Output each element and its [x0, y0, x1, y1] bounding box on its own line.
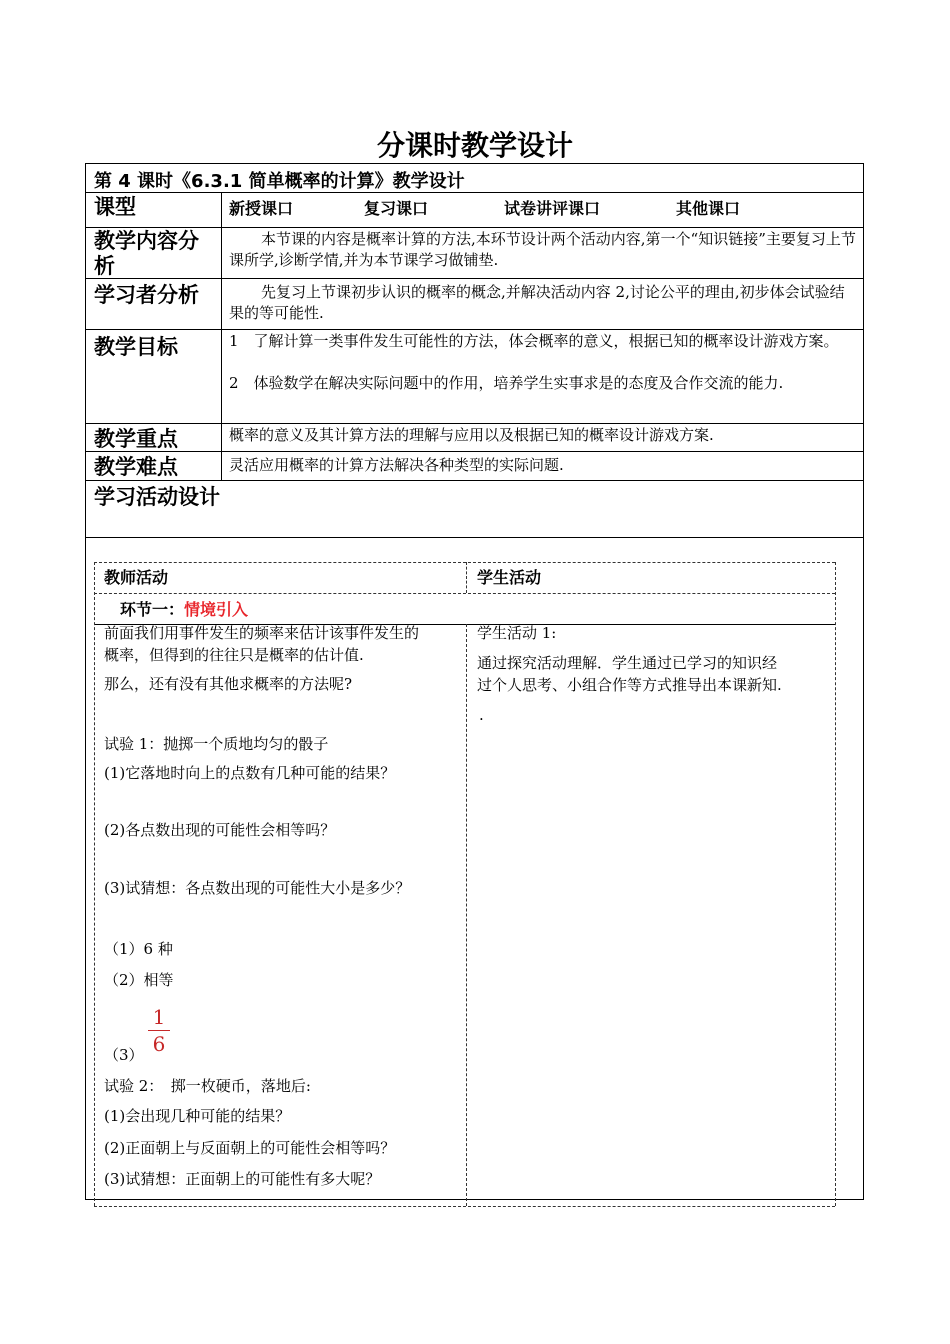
- activity-table-divider: [466, 624, 467, 1206]
- student-activity-header: 学生活动: [477, 568, 542, 587]
- activity-table-border: [94, 1206, 835, 1207]
- goal-item: 1 了解计算一类事件发生可能性的方法，体会概率的意义，根据已知的概率设计游戏方案。: [229, 332, 839, 350]
- stage-prefix: 环节一：: [120, 600, 185, 619]
- goals-label: 教学目标: [94, 335, 178, 359]
- difficulties-text: 灵活应用概率的计算方法解决各种类型的实际问题.: [229, 456, 564, 474]
- teacher-line: （2）相等: [104, 971, 174, 989]
- teacher-activity-header: 教师活动: [104, 568, 169, 587]
- student-line: 通过探究活动理解．学生通过已学习的知识经: [477, 654, 778, 672]
- column-divider: [221, 192, 222, 480]
- activity-table-border: [94, 562, 835, 563]
- stage-title: [120, 597, 248, 620]
- student-line: 学生活动 1:: [477, 624, 557, 642]
- row-divider: [85, 451, 864, 452]
- lesson-header: 第 4 课时《6.3.1 简单概率的计算》教学设计: [94, 171, 465, 192]
- activity-table-divider: [466, 562, 467, 593]
- student-line: 过个人思考、小组合作等方式推导出本课新知.: [477, 676, 782, 694]
- teacher-line: 那么，还有没有其他求概率的方法呢?: [104, 675, 353, 693]
- content-analysis-text: 本节课的内容是概率计算的方法,本环节设计两个活动内容,第一个“知识链接”主要复习上节课所学,诊断学情,并为本节课学习做铺垫.: [229, 230, 856, 269]
- teacher-line: (3)试猜想：各点数出现的可能性大小是多少？: [104, 879, 411, 897]
- learner-analysis-label: 学习者分析: [94, 283, 199, 307]
- course-type-option: 新授课口: [229, 199, 294, 218]
- course-type-option: 试卷讲评课口: [504, 199, 601, 218]
- teacher-line: (2)正面朝上与反面朝上的可能性会相等吗？: [104, 1139, 396, 1157]
- stage-name: 情境引入: [184, 600, 249, 619]
- teacher-line: 试验 2： 掷一枚硬币，落地后:: [104, 1077, 311, 1095]
- key-points-label: 教学重点: [94, 427, 178, 451]
- key-points-text: 概率的意义及其计算方法的理解与应用以及根据已知的概率设计游戏方案.: [229, 426, 714, 444]
- fraction-one-sixth: [148, 1006, 170, 1055]
- content-analysis-label: 教学内容分析: [94, 229, 199, 278]
- row-divider: [85, 227, 864, 228]
- teacher-line: （3）: [104, 1046, 144, 1064]
- fraction-numerator: 1: [152, 1005, 166, 1029]
- teacher-line: 前面我们用事件发生的频率来估计该事件发生的: [104, 624, 420, 642]
- activity-table-border: [94, 562, 95, 1206]
- teacher-line: (3)试猜想：正面朝上的可能性有多大呢？: [104, 1170, 381, 1188]
- row-divider: [85, 423, 864, 424]
- course-type-option: 复习课口: [364, 199, 429, 218]
- row-divider: [85, 537, 864, 538]
- teacher-line: (2)各点数出现的可能性会相等吗？: [104, 821, 336, 839]
- activity-table-border: [835, 562, 836, 1206]
- fraction-bar: [148, 1030, 170, 1031]
- teacher-line: 概率，但得到的往往只是概率的估计值.: [104, 646, 364, 664]
- course-type-label: 课型: [94, 195, 136, 219]
- page-title: 分课时教学设计: [376, 129, 573, 162]
- row-divider: [85, 480, 864, 481]
- teacher-line: (1)它落地时向上的点数有几种可能的结果？: [104, 764, 396, 782]
- goal-item: 2 体验数学在解决实际问题中的作用，培养学生实事求是的态度及合作交流的能力.: [229, 374, 784, 392]
- student-line: .: [479, 706, 484, 724]
- teacher-line: (1)会出现几种可能的结果？: [104, 1107, 291, 1125]
- learner-analysis-text: 先复习上节课初步认识的概率的概念,并解决活动内容 2,讨论公平的理由,初步体会试验结果的等可能性.: [229, 283, 845, 322]
- teacher-line: （1）6 种: [104, 940, 173, 958]
- fraction-denominator: 6: [152, 1032, 166, 1056]
- teacher-line: 试验 1：抛掷一个质地均匀的骰子: [104, 735, 329, 753]
- difficulties-label: 教学难点: [94, 455, 178, 479]
- row-divider: [85, 329, 864, 330]
- activity-design-label: 学习活动设计: [94, 485, 220, 509]
- activity-table-border: [94, 593, 835, 594]
- course-type-option: 其他课口: [676, 199, 741, 218]
